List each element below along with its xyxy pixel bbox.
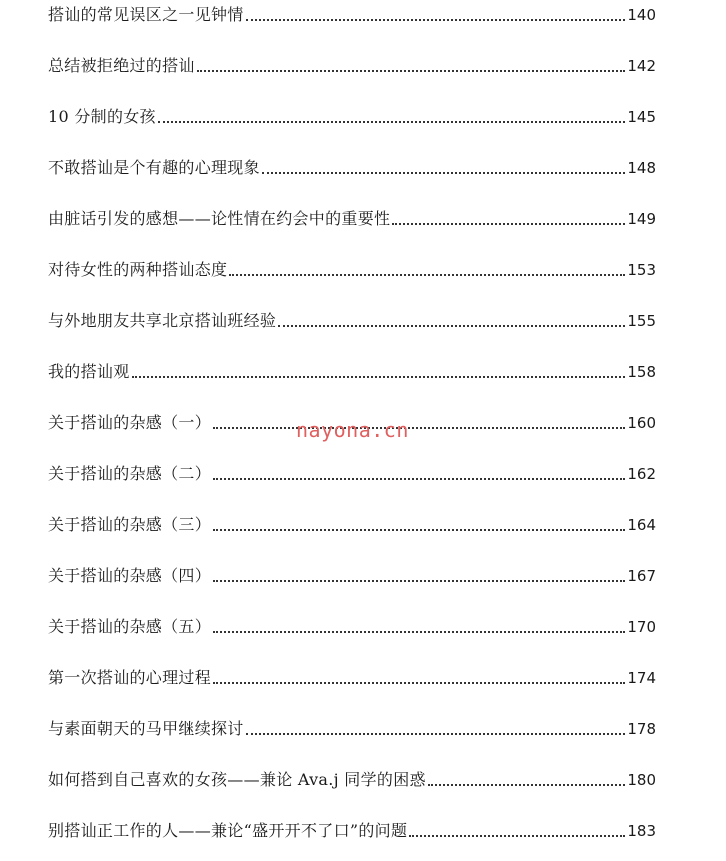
toc-dot-leader bbox=[229, 274, 625, 276]
watermark-text: nayona.cn bbox=[296, 418, 409, 442]
toc-entry[interactable] bbox=[48, 562, 656, 586]
toc-entry-title[interactable]: 如何搭到自己喜欢的女孩——兼论 Ava.j 同学的困惑 bbox=[48, 770, 426, 789]
toc-dot-leader bbox=[428, 784, 626, 786]
toc-entry[interactable] bbox=[48, 154, 656, 178]
toc-entry[interactable] bbox=[48, 460, 656, 484]
toc-page-number: 149 bbox=[627, 210, 656, 228]
toc-dot-leader bbox=[409, 835, 625, 837]
toc-page-number: 153 bbox=[627, 261, 656, 279]
toc-page-number: 145 bbox=[627, 108, 656, 126]
toc-dot-leader bbox=[197, 70, 626, 72]
toc-entry[interactable] bbox=[48, 256, 656, 280]
toc-dot-leader bbox=[213, 580, 625, 582]
toc-entry[interactable] bbox=[48, 103, 656, 127]
toc-page-number: 167 bbox=[627, 567, 656, 585]
toc-entry[interactable] bbox=[48, 613, 656, 637]
toc-entry[interactable] bbox=[48, 817, 656, 841]
toc-dot-leader bbox=[246, 733, 626, 735]
toc-dot-leader bbox=[132, 376, 626, 378]
toc-page-number: 148 bbox=[627, 159, 656, 177]
toc-entry-title[interactable]: 关于搭讪的杂感（一） bbox=[48, 413, 212, 432]
toc-page-number: 155 bbox=[627, 312, 656, 330]
toc-entry[interactable] bbox=[48, 1, 656, 25]
toc-dot-leader bbox=[262, 172, 625, 174]
toc-dot-leader bbox=[213, 478, 625, 480]
toc-page-number: 178 bbox=[627, 720, 656, 738]
toc-dot-leader bbox=[213, 427, 625, 429]
toc-entry-title[interactable]: 第一次搭讪的心理过程 bbox=[48, 668, 212, 687]
toc-entry[interactable] bbox=[48, 52, 656, 76]
toc-entry-title[interactable]: 与外地朋友共享北京搭讪班经验 bbox=[48, 311, 277, 330]
toc-page-number: 164 bbox=[627, 516, 656, 534]
toc-entry[interactable] bbox=[48, 307, 656, 331]
toc-entry[interactable] bbox=[48, 715, 656, 739]
toc-dot-leader bbox=[392, 223, 625, 225]
toc-entry[interactable] bbox=[48, 358, 656, 382]
toc-page-number: 180 bbox=[627, 771, 656, 789]
toc-dot-leader bbox=[278, 325, 625, 327]
toc-entry-title[interactable]: 关于搭讪的杂感（四） bbox=[48, 566, 212, 585]
toc-entry-title[interactable]: 总结被拒绝过的搭讪 bbox=[48, 56, 195, 75]
toc-page-number: 158 bbox=[627, 363, 656, 381]
toc-entry[interactable] bbox=[48, 205, 656, 229]
toc-entry-title[interactable]: 关于搭讪的杂感（二） bbox=[48, 464, 212, 483]
toc-entry[interactable] bbox=[48, 766, 656, 790]
toc-entry[interactable] bbox=[48, 511, 656, 535]
toc-entry-title[interactable]: 关于搭讪的杂感（三） bbox=[48, 515, 212, 534]
toc-dot-leader bbox=[213, 682, 625, 684]
toc-entry-title[interactable]: 与素面朝天的马甲继续探讨 bbox=[48, 719, 244, 738]
toc-page-number: 170 bbox=[627, 618, 656, 636]
toc-dot-leader bbox=[213, 631, 625, 633]
toc-dot-leader bbox=[158, 121, 626, 123]
toc-entry-title[interactable]: 10 分制的女孩 bbox=[48, 107, 156, 126]
toc-entry[interactable] bbox=[48, 664, 656, 688]
toc-dot-leader bbox=[246, 19, 626, 21]
toc-entry-title[interactable]: 别搭讪正工作的人——兼论“盛开开不了口”的问题 bbox=[48, 821, 408, 840]
toc-entry-title[interactable]: 由脏话引发的感想——论性情在约会中的重要性 bbox=[48, 209, 391, 228]
toc-page-number: 160 bbox=[627, 414, 656, 432]
toc-page-number: 162 bbox=[627, 465, 656, 483]
toc-entry-title[interactable]: 不敢搭讪是个有趣的心理现象 bbox=[48, 158, 260, 177]
toc-entry-title[interactable]: 我的搭讪观 bbox=[48, 362, 130, 381]
toc-entry-title[interactable]: 对待女性的两种搭讪态度 bbox=[48, 260, 228, 279]
toc-entry-title[interactable]: 搭讪的常见误区之一见钟情 bbox=[48, 5, 244, 24]
toc-page-number: 183 bbox=[627, 822, 656, 840]
toc-page-number: 142 bbox=[627, 57, 656, 75]
toc-dot-leader bbox=[213, 529, 625, 531]
toc-page-number: 174 bbox=[627, 669, 656, 687]
toc-entry-title[interactable]: 关于搭讪的杂感（五） bbox=[48, 617, 212, 636]
toc-page-number: 140 bbox=[627, 6, 656, 24]
